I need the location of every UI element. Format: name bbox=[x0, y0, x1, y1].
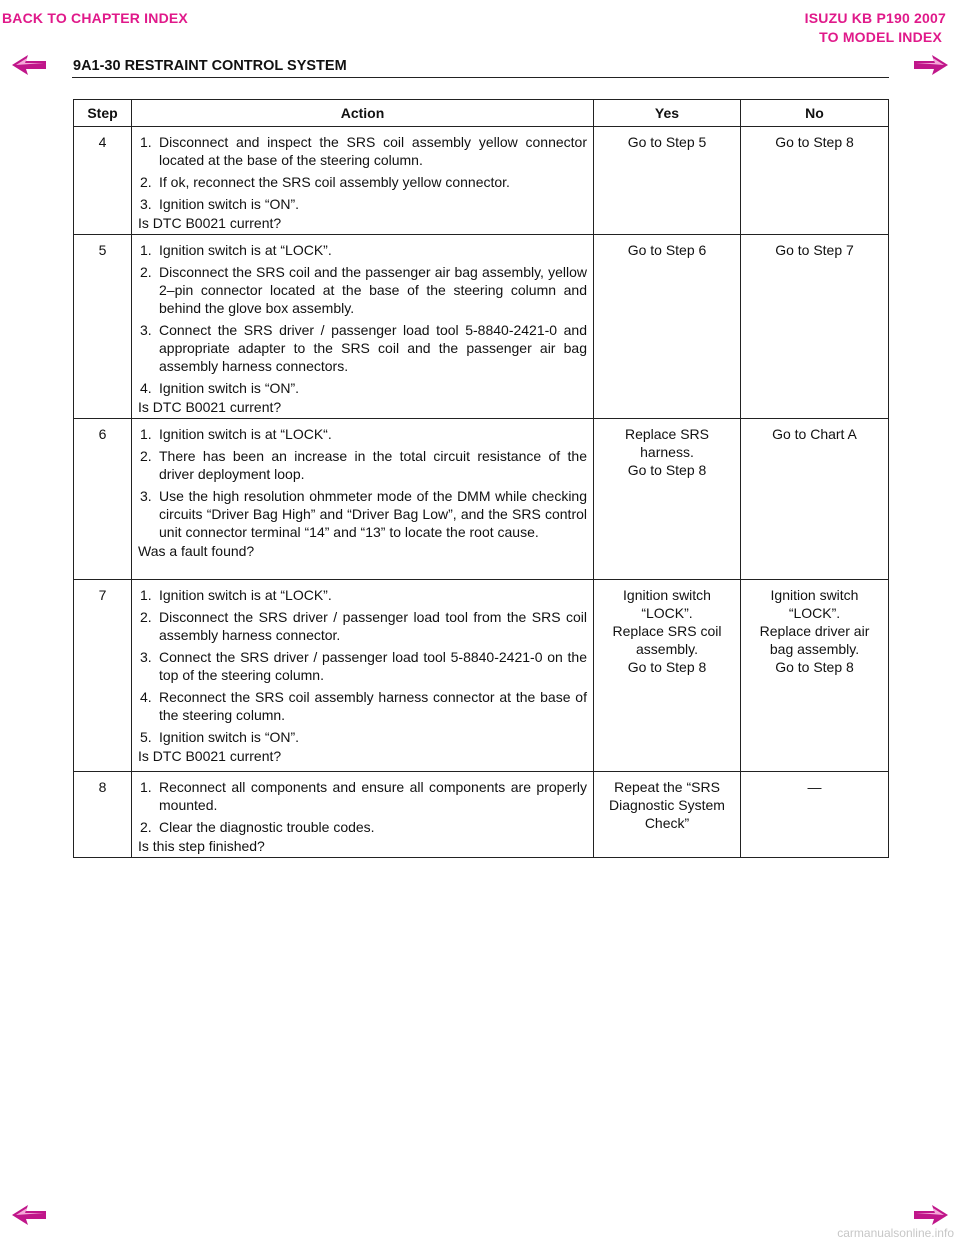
step-number: 8 bbox=[74, 772, 132, 858]
action-step-number: 3. bbox=[140, 196, 152, 212]
column-header-step: Step bbox=[74, 100, 132, 127]
action-steps-list bbox=[138, 425, 587, 541]
step-number: 6 bbox=[74, 419, 132, 580]
action-steps-list bbox=[138, 133, 587, 213]
action-step-number: 1. bbox=[140, 242, 152, 258]
yes-result-cell bbox=[594, 127, 741, 235]
action-step-number: 2. bbox=[140, 264, 152, 280]
action-question: Is DTC B0021 current? bbox=[138, 215, 282, 231]
action-step-number: 3. bbox=[140, 488, 152, 504]
action-step-number: 4. bbox=[140, 689, 152, 705]
action-cell bbox=[132, 772, 594, 858]
previous-page-arrow-icon[interactable] bbox=[10, 1204, 48, 1226]
action-cell bbox=[132, 127, 594, 235]
action-steps-list bbox=[138, 778, 587, 836]
action-step bbox=[140, 586, 587, 604]
table-row bbox=[74, 772, 889, 858]
action-step-number: 2. bbox=[140, 174, 152, 190]
action-step-text: Reconnect the SRS coil assembly harness connector at the base of the steering column. bbox=[159, 689, 587, 723]
action-step bbox=[140, 688, 587, 724]
table-row bbox=[74, 419, 889, 580]
previous-page-arrow-icon[interactable] bbox=[10, 54, 48, 76]
action-step bbox=[140, 818, 587, 836]
table-row bbox=[74, 127, 889, 235]
yes-result-line: Check” bbox=[644, 815, 690, 831]
no-result-line: — bbox=[807, 779, 822, 795]
action-question: Is DTC B0021 current? bbox=[138, 399, 282, 415]
action-question: Is this step finished? bbox=[138, 838, 265, 854]
action-step-text: Disconnect and inspect the SRS coil assembly yellow connector located at the base of the steering column. bbox=[159, 134, 587, 168]
yes-result-line: Ignition switch bbox=[623, 587, 711, 603]
to-model-index-link[interactable]: TO MODEL INDEX bbox=[819, 29, 942, 45]
yes-result-line: Replace SRS coil bbox=[612, 623, 722, 639]
no-result-line: “LOCK”. bbox=[788, 605, 841, 621]
action-step-text: Use the high resolution ohmmeter mode of the DMM while checking circuits “Driver Bag High” and “Driver Bag Low”, and the SRS control unit connector terminal “14” and “13” to locate the root cause. bbox=[159, 488, 587, 540]
diagnostic-table bbox=[73, 99, 889, 858]
no-result-cell bbox=[741, 580, 889, 772]
action-step-text: Disconnect the SRS driver / passenger load tool from the SRS coil assembly harness connector. bbox=[159, 609, 587, 643]
action-cell bbox=[132, 419, 594, 580]
action-step-number: 1. bbox=[140, 134, 152, 150]
yes-result-cell bbox=[594, 419, 741, 580]
yes-result-cell bbox=[594, 235, 741, 419]
action-step-text: There has been an increase in the total circuit resistance of the driver deployment loop. bbox=[159, 448, 587, 482]
action-step bbox=[140, 447, 587, 483]
action-step bbox=[140, 133, 587, 169]
action-step bbox=[140, 263, 587, 317]
no-result-line: bag assembly. bbox=[769, 641, 860, 657]
no-result-cell bbox=[741, 419, 889, 580]
action-step bbox=[140, 728, 587, 746]
action-step-text: Connect the SRS driver / passenger load tool 5-8840-2421-0 on the top of the steering column. bbox=[159, 649, 587, 683]
no-result-line: Ignition switch bbox=[770, 587, 859, 603]
site-watermark: carmanualsonline.info bbox=[837, 1226, 954, 1240]
action-step-text: Ignition switch is at “LOCK”. bbox=[159, 242, 332, 258]
step-number: 7 bbox=[74, 580, 132, 772]
table-row bbox=[74, 235, 889, 419]
action-step bbox=[140, 195, 587, 213]
no-result-cell bbox=[741, 235, 889, 419]
action-step bbox=[140, 379, 587, 397]
action-cell bbox=[132, 580, 594, 772]
action-step-text: Ignition switch is at “LOCK”. bbox=[159, 587, 332, 603]
action-step-number: 1. bbox=[140, 779, 152, 795]
back-to-chapter-index-link[interactable]: BACK TO CHAPTER INDEX bbox=[2, 10, 188, 26]
action-step-text: Ignition switch is at “LOCK“. bbox=[159, 426, 332, 442]
action-step-number: 1. bbox=[140, 587, 152, 603]
yes-result-line: Go to Step 8 bbox=[627, 462, 707, 478]
yes-result-line: Replace SRS bbox=[624, 426, 710, 442]
yes-result-line: Go to Step 8 bbox=[627, 659, 707, 675]
action-step-number: 2. bbox=[140, 609, 152, 625]
yes-result-line: assembly. bbox=[636, 641, 698, 657]
yes-result-line: Repeat the “SRS bbox=[614, 779, 720, 795]
action-step-text: Disconnect the SRS coil and the passenger air bag assembly, yellow 2–pin connector located at the base of the steering column and behind the glove box assembly. bbox=[159, 264, 587, 316]
action-step-number: 2. bbox=[140, 448, 152, 464]
page-title: 9A1-30 RESTRAINT CONTROL SYSTEM bbox=[73, 58, 347, 74]
yes-result-line: “LOCK”. bbox=[641, 605, 693, 621]
yes-result-line: Go to Step 5 bbox=[627, 134, 707, 150]
no-result-line: Go to Chart A bbox=[772, 426, 857, 442]
action-step bbox=[140, 321, 587, 375]
action-step-text: Connect the SRS driver / passenger load tool 5-8840-2421-0 and appropriate adapter to the SRS coil and the passenger air bag assembly harness connectors. bbox=[159, 322, 587, 374]
action-step-text: Ignition switch is “ON”. bbox=[159, 196, 300, 212]
header-divider bbox=[72, 77, 889, 78]
yes-result-line: Go to Step 6 bbox=[627, 242, 707, 258]
action-step-text: If ok, reconnect the SRS coil assembly yellow connector. bbox=[159, 174, 510, 190]
step-number: 4 bbox=[74, 127, 132, 235]
action-question: Was a fault found? bbox=[138, 543, 255, 559]
no-result-line: Go to Step 8 bbox=[775, 134, 854, 150]
table-row bbox=[74, 580, 889, 772]
action-step bbox=[140, 648, 587, 684]
action-steps-list bbox=[138, 586, 587, 746]
action-step-number: 5. bbox=[140, 729, 152, 745]
action-step-text: Ignition switch is “ON”. bbox=[159, 729, 300, 745]
column-header-no: No bbox=[741, 100, 889, 127]
table-body bbox=[74, 127, 889, 858]
yes-result-line: Diagnostic System bbox=[609, 797, 725, 813]
no-result-cell bbox=[741, 772, 889, 858]
action-question: Is DTC B0021 current? bbox=[138, 748, 282, 764]
yes-result-cell bbox=[594, 580, 741, 772]
action-step bbox=[140, 425, 587, 443]
no-result-line: Go to Step 7 bbox=[775, 242, 854, 258]
action-step bbox=[140, 487, 587, 541]
no-result-cell bbox=[741, 127, 889, 235]
action-step-number: 4. bbox=[140, 380, 152, 396]
action-step-number: 1. bbox=[140, 426, 152, 442]
action-step bbox=[140, 608, 587, 644]
action-step-number: 3. bbox=[140, 649, 152, 665]
action-step bbox=[140, 241, 587, 259]
action-steps-list bbox=[138, 241, 587, 397]
no-result-line: Replace driver air bbox=[759, 623, 870, 639]
column-header-action: Action bbox=[132, 100, 594, 127]
yes-result-line: harness. bbox=[640, 444, 694, 460]
action-step bbox=[140, 778, 587, 814]
step-number: 5 bbox=[74, 235, 132, 419]
next-page-arrow-icon[interactable] bbox=[912, 54, 950, 76]
model-title-link[interactable]: ISUZU KB P190 2007 bbox=[804, 10, 946, 26]
no-result-line: Go to Step 8 bbox=[775, 659, 854, 675]
table-header-row bbox=[74, 100, 889, 127]
action-step-text: Reconnect all components and ensure all components are properly mounted. bbox=[159, 779, 587, 813]
action-step-number: 3. bbox=[140, 322, 152, 338]
next-page-arrow-icon[interactable] bbox=[912, 1204, 950, 1226]
yes-result-cell bbox=[594, 772, 741, 858]
action-step-number: 2. bbox=[140, 819, 152, 835]
action-step-text: Ignition switch is “ON”. bbox=[159, 380, 300, 396]
action-step bbox=[140, 173, 587, 191]
action-cell bbox=[132, 235, 594, 419]
column-header-yes: Yes bbox=[594, 100, 741, 127]
action-step-text: Clear the diagnostic trouble codes. bbox=[159, 819, 375, 835]
